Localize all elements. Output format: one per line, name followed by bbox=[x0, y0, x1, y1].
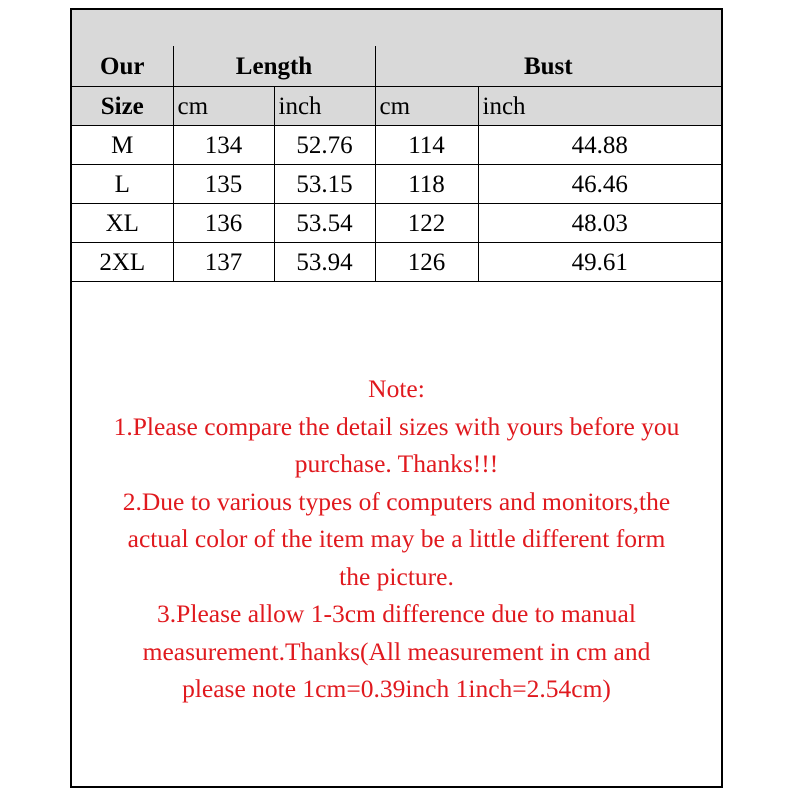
length-inch-cell: 52.76 bbox=[274, 126, 375, 165]
size-table bbox=[72, 46, 721, 282]
bust-inch-header: inch bbox=[478, 87, 721, 126]
bust-inch-cell: 49.61 bbox=[478, 243, 721, 282]
bust-inch-cell: 46.46 bbox=[478, 165, 721, 204]
size-chart bbox=[70, 8, 723, 788]
note-block bbox=[72, 370, 721, 708]
length-cm-cell: 134 bbox=[173, 126, 274, 165]
note-line: the picture. bbox=[339, 561, 454, 591]
length-cm-header: cm bbox=[173, 87, 274, 126]
size-cell: 2XL bbox=[72, 243, 173, 282]
size-cell: XL bbox=[72, 204, 173, 243]
table-row bbox=[72, 243, 721, 282]
length-inch-cell: 53.15 bbox=[274, 165, 375, 204]
size-cell: M bbox=[72, 126, 173, 165]
bust-cm-cell: 126 bbox=[375, 243, 478, 282]
bust-cm-cell: 114 bbox=[375, 126, 478, 165]
bust-cm-cell: 118 bbox=[375, 165, 478, 204]
note-line: actual color of the item may be a little different form bbox=[127, 524, 666, 553]
size-cell: L bbox=[72, 165, 173, 204]
note-title: Note: bbox=[368, 374, 425, 403]
table-row bbox=[72, 204, 721, 243]
table-row bbox=[72, 165, 721, 204]
note-line: 1.Please compare the detail sizes with yours before you bbox=[113, 411, 680, 441]
note-line: 3.Please allow 1-3cm difference due to manual bbox=[157, 599, 636, 628]
length-inch-cell: 53.54 bbox=[274, 204, 375, 243]
note-line: purchase. Thanks!!! bbox=[294, 449, 499, 478]
length-cm-cell: 136 bbox=[173, 204, 274, 243]
size-header-line1: Our bbox=[72, 46, 173, 87]
note-line: please note 1cm=0.39inch 1inch=2.54cm) bbox=[182, 674, 611, 703]
bust-cm-cell: 122 bbox=[375, 204, 478, 243]
length-inch-cell: 53.94 bbox=[274, 243, 375, 282]
header-row-1 bbox=[72, 46, 721, 87]
bust-inch-cell: 44.88 bbox=[478, 126, 721, 165]
table-row bbox=[72, 126, 721, 165]
bust-inch-cell: 48.03 bbox=[478, 204, 721, 243]
length-cm-cell: 137 bbox=[173, 243, 274, 282]
header-row-2 bbox=[72, 87, 721, 126]
note-line: measurement.Thanks(All measurement in cm and bbox=[142, 636, 651, 666]
bust-header: Bust bbox=[375, 46, 721, 87]
length-inch-header: inch bbox=[274, 87, 375, 126]
length-header: Length bbox=[173, 46, 375, 87]
header-bar bbox=[72, 10, 721, 48]
bust-cm-header: cm bbox=[375, 87, 478, 126]
size-header-line2: Size bbox=[72, 87, 173, 126]
length-cm-cell: 135 bbox=[173, 165, 274, 204]
note-line: 2.Due to various types of computers and monitors,the bbox=[122, 486, 671, 516]
